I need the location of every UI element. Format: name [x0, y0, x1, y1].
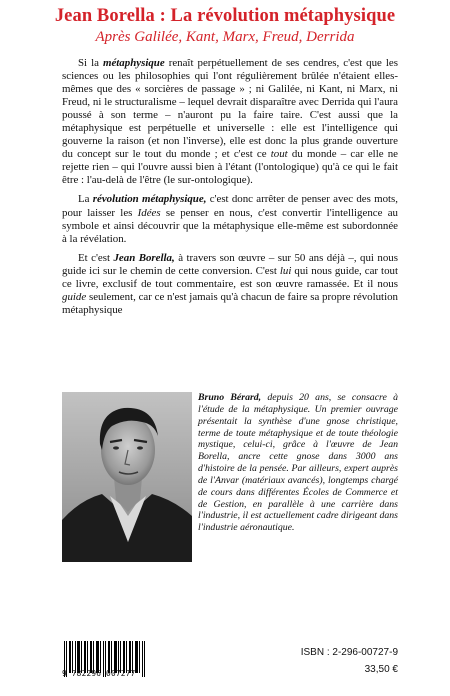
price: 33,50 €: [364, 664, 398, 675]
text-run: Si la: [78, 57, 103, 69]
text-emphasis: révolution métaphysique,: [92, 193, 207, 206]
blurb-paragraph-2: [62, 193, 398, 245]
text-run: Et c'est: [78, 251, 114, 264]
text-emphasis: lui: [279, 264, 292, 277]
text-run: La: [78, 193, 93, 206]
text-run: renaît perpétuellement de ses cendres, c'est que les sciences ou les philosophies qui l'ont régulièrement brûlée n'étaient elles-mêmes que des « sorcières de passage » ; ni Galilée, ni Kant, ni Marx, ni Freud, ni le structuralisme – lequel devrait disparaître avec Derrida qui l'aura poussé à son terme – n'auront pu la faire taire. C'est aussi que la métaphysique est perpétuelle et universelle : elle est l'intelligence qui gouverne la raison (et non l'inverse), elle est donc la plus grande ouverture du concept sur le tout du monde ; et c'est ce: [62, 57, 398, 161]
author-portrait-image: [62, 392, 192, 562]
blurb-paragraph-1: [62, 57, 398, 187]
blurb-text: [62, 57, 398, 317]
author-bio: [198, 392, 398, 534]
text-emphasis: Jean Borella,: [113, 251, 175, 264]
text-run: c'est donc arrêter de penser avec des mots, pour laisser les: [62, 193, 398, 219]
text-emphasis: Idées: [137, 206, 161, 219]
author-photo: [62, 392, 192, 562]
barcode-number: 9 782296 007277: [62, 669, 136, 678]
text-run: du monde – car elle ne rejette rien – qui l'ouvre aussi bien à l'étant (l'ontologique) qu'à ce qui le fait être : l'au-delà de l'être (le sur-ontologique).: [62, 148, 399, 187]
text-run: à travers son œuvre – sur 50 ans déjà –, qui nous guide ici sur le chemin de cette conversion. C'est: [62, 251, 398, 277]
text-emphasis: guide: [62, 290, 87, 303]
book-title: Jean Borella : La révolution métaphysique: [54, 6, 396, 26]
text-emphasis: tout: [270, 148, 288, 161]
blurb-paragraph-3: [62, 252, 398, 317]
book-subtitle: Après Galilée, Kant, Marx, Freud, Derrida: [95, 29, 355, 45]
text-emphasis: métaphysique: [102, 57, 165, 69]
author-name: Bruno Bérard,: [198, 392, 262, 403]
text-run: se penser en nous, c'est convertir l'intelligence au symbole et ainsi découvrir que la métaphysique elle-même est subordonnée à la révélation.: [62, 206, 398, 245]
isbn: ISBN : 2-296-00727-9: [300, 647, 398, 658]
author-bio-text: depuis 20 ans, se consacre à l'étude de la métaphysique. Un premier ouvrage présentait la synthèse d'une gnose christique, terme de toute métaphysique et de toute théologie mystique, celui-ci, grâce à l'œuvre de Jean Borella, ancre cette gnose dans 3000 ans d'histoire de la pensée. Par ailleurs, expert auprès de l'Anvar (matériaux avancés), longtemps chargé de cours dans différentes Écoles de Commerce et de Gestion, en parallèle à une carrière dans l'industrie, il est actuellement cadre dirigeant dans l'industrie aéronautique.: [198, 392, 398, 534]
text-run: qui nous guide, car tout ce livre, exclusif de tout commentaire, est son œuvre ramassée. Et il nous: [62, 264, 398, 290]
text-run: seulement, car ce n'est jamais qu'à chacun de faire sa propre révolution métaphysique: [62, 290, 398, 316]
